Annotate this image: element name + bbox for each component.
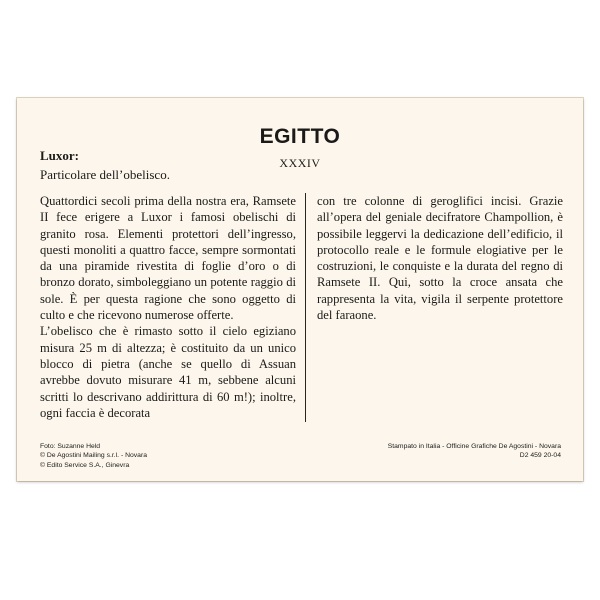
postcard xyxy=(17,98,583,481)
copyright-line-1: © De Agostini Mailing s.r.l. - Novara xyxy=(40,452,148,460)
print-info xyxy=(388,442,561,461)
copyright-line-2: © Edito Service S.A., Ginevra xyxy=(40,461,130,469)
paragraph-1: Quattordici secoli prima della nostra era, Ramsete II fece erigere a Luxor i famosi obelischi di granito rosa. Elementi protettori dell’ingresso, questi monoliti a quattro facce, sempre sormontati da una piramide rivestita di foglie d’oro o di bronzo dorato, simboleggiano un potente raggio di sole. È per questa ragione che sono oggetto di culto e che ricevono numerose offerte. xyxy=(40,194,296,323)
card-title: EGITTO xyxy=(259,125,341,148)
printer-line: Stampato in Italia - Officine Grafiche De Agostini - Novara xyxy=(387,443,561,450)
card-subtitle: Particolare dell’obelisco. xyxy=(40,167,170,182)
text-column-right xyxy=(317,193,563,323)
paragraph-2: L’obelisco che è rimasto sotto il cielo egiziano misura 25 m di altezza; è costituito da un unico blocco di pietra (anche se quello di Assuan avrebbe dovuto misurare 41 m, sebbene alcuni scritti lo descrivano addirittura di 60 m!); inoltre, ogni faccia è decorata xyxy=(40,324,296,420)
photo-credit: Foto: Suzanne Held xyxy=(40,443,101,450)
place-name: Luxor: xyxy=(40,148,79,163)
product-code: D2 459 20-04 xyxy=(519,452,561,460)
text-column-left xyxy=(40,193,306,422)
card-number: XXXIV xyxy=(279,156,321,170)
credits xyxy=(40,442,147,470)
paragraph-3: con tre colonne di geroglifici incisi. Grazie all’opera del geniale decifratore Champollion, è possibile leggervi la dedicazione dell’edificio, il protocollo reale e le formule elogiative per le costruzioni, le conquiste e la durata del regno di Ramsete II. Qui, sotto la croce ansata che rappresenta la vita, vigila il serpente protettore del faraone. xyxy=(317,194,563,323)
